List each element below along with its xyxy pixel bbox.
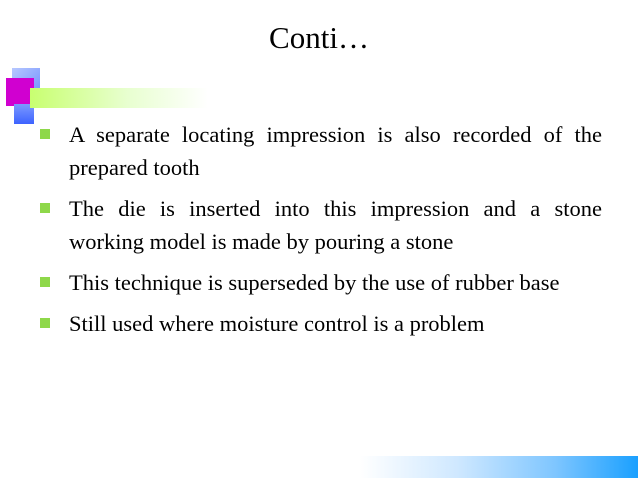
bullet-list (40, 118, 602, 348)
square-bullet-icon (40, 203, 50, 213)
bullet-text: The die is inserted into this impression and a stone working model is made by pouring a stone (69, 196, 602, 254)
bullet-text: Still used where moisture control is a problem (69, 311, 485, 336)
bullet-item (40, 192, 602, 258)
bullet-text: This technique is superseded by the use of rubber base (69, 270, 560, 295)
bullet-text: A separate locating impression is also recorded of the prepared tooth (69, 122, 602, 180)
decorative-blue-band (360, 456, 638, 478)
decorative-green-band (30, 88, 208, 108)
bullet-item (40, 118, 602, 184)
slide-title: Conti… (269, 20, 369, 55)
square-bullet-icon (40, 129, 50, 139)
bullet-item (40, 266, 602, 299)
bullet-item (40, 307, 602, 340)
square-bullet-icon (40, 318, 50, 328)
square-bullet-icon (40, 277, 50, 287)
